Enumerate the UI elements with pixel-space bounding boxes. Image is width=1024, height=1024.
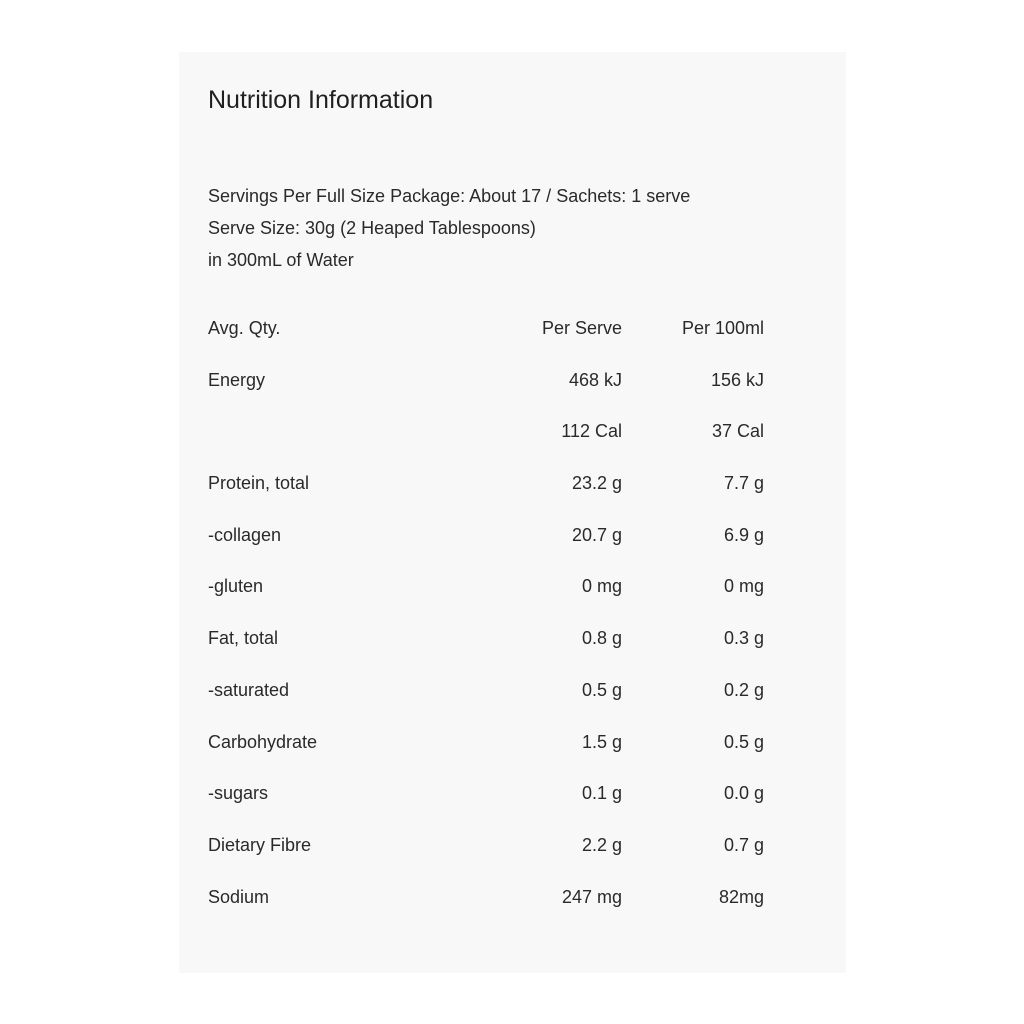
servings-per-package: Servings Per Full Size Package: About 17 / Sachets: 1 serve bbox=[208, 186, 691, 206]
table-row bbox=[208, 833, 768, 885]
row-label: Protein, total bbox=[208, 473, 310, 494]
row-label: -gluten bbox=[208, 576, 264, 597]
nutrition-panel bbox=[179, 52, 846, 973]
per-100ml-value: 156 kJ bbox=[710, 369, 764, 390]
table-header-row bbox=[208, 316, 768, 368]
per-serve-value: 23.2 g bbox=[571, 473, 622, 494]
serve-size: Serve Size: 30g (2 Heaped Tablespoons) bbox=[208, 218, 536, 238]
per-100ml-value: 82mg bbox=[718, 886, 764, 907]
table-row bbox=[208, 678, 768, 730]
row-label: Fat, total bbox=[208, 628, 279, 649]
table-row bbox=[208, 419, 768, 471]
per-serve-value: 468 kJ bbox=[568, 369, 622, 390]
page-title: Nutrition Information bbox=[208, 86, 434, 114]
per-serve-value: 247 mg bbox=[561, 886, 622, 907]
per-serve-value: 20.7 g bbox=[571, 524, 622, 545]
table-row bbox=[208, 368, 768, 420]
row-label: -saturated bbox=[208, 679, 290, 700]
per-serve-value: 1.5 g bbox=[581, 731, 622, 752]
per-100ml-value: 0 mg bbox=[723, 576, 764, 597]
per-100ml-value: 7.7 g bbox=[723, 473, 764, 494]
serving-info bbox=[208, 180, 690, 276]
per-serve-value: 0.1 g bbox=[581, 783, 622, 804]
row-label: -sugars bbox=[208, 783, 269, 804]
per-serve-value: 0 mg bbox=[581, 576, 622, 597]
per-100ml-value: 0.0 g bbox=[723, 783, 764, 804]
table-row bbox=[208, 730, 768, 782]
header-avg-qty: Avg. Qty. bbox=[208, 318, 281, 338]
table-row bbox=[208, 885, 768, 937]
table-row bbox=[208, 574, 768, 626]
per-serve-value: 2.2 g bbox=[581, 834, 622, 855]
table-row bbox=[208, 781, 768, 833]
row-label: Energy bbox=[208, 369, 266, 390]
table-row bbox=[208, 523, 768, 575]
per-100ml-value: 6.9 g bbox=[723, 524, 764, 545]
nutrition-table bbox=[208, 316, 768, 936]
per-100ml-value: 0.5 g bbox=[723, 731, 764, 752]
serve-preparation: in 300mL of Water bbox=[208, 250, 354, 270]
table-row bbox=[208, 471, 768, 523]
header-per-100ml: Per 100ml bbox=[681, 318, 764, 338]
per-100ml-value: 37 Cal bbox=[711, 421, 764, 442]
row-label: -collagen bbox=[208, 524, 282, 545]
row-label: Sodium bbox=[208, 886, 270, 907]
per-serve-value: 0.5 g bbox=[581, 679, 622, 700]
table-row bbox=[208, 626, 768, 678]
header-per-serve: Per Serve bbox=[541, 318, 622, 338]
per-100ml-value: 0.3 g bbox=[723, 628, 764, 649]
row-label: Carbohydrate bbox=[208, 731, 318, 752]
per-serve-value: 112 Cal bbox=[561, 421, 622, 442]
per-serve-value: 0.8 g bbox=[581, 628, 622, 649]
row-label: Dietary Fibre bbox=[208, 834, 312, 855]
per-100ml-value: 0.7 g bbox=[723, 834, 764, 855]
per-100ml-value: 0.2 g bbox=[723, 679, 764, 700]
